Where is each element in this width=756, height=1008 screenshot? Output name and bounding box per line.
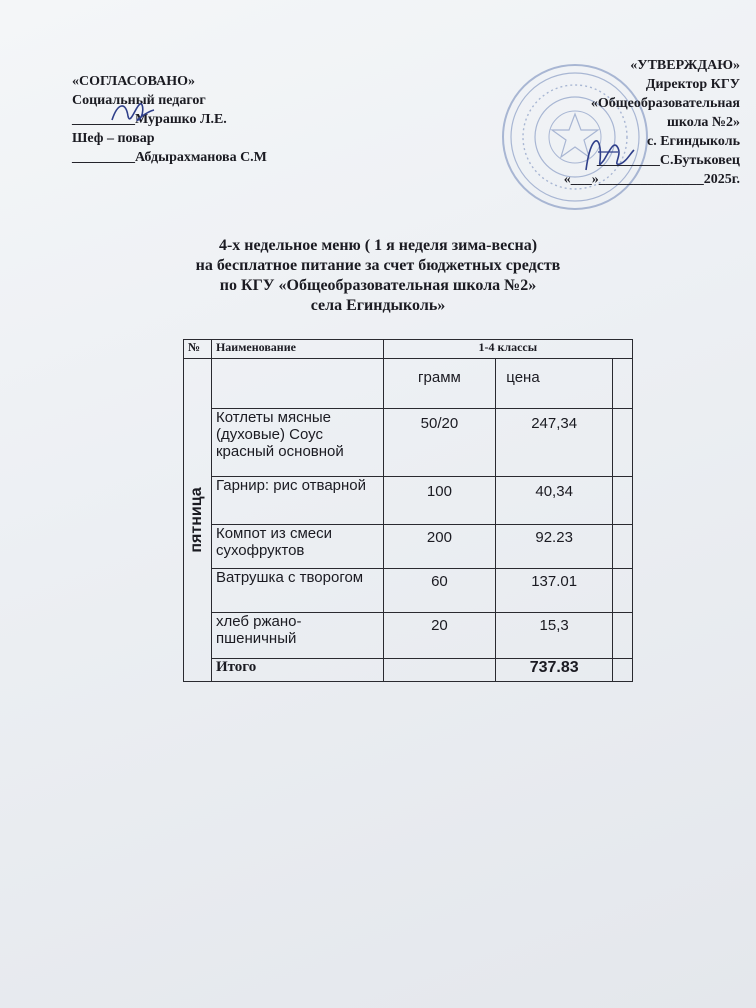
title-line1: 4-х недельное меню ( 1 я неделя зима-весна) (218, 237, 538, 254)
approval-left-line1: Социальный педагог (72, 93, 206, 108)
table-header-row (184, 340, 633, 359)
total-price: 737.83 (496, 659, 613, 682)
signature-social-pedagogue (108, 96, 158, 130)
dish-price: 92.23 (496, 525, 613, 569)
header-num: № (184, 340, 212, 359)
approval-right-line5: _________С.Бутьковец (596, 153, 740, 168)
dish-name: Котлеты мясные (духовые) Соус красный основной (211, 409, 383, 477)
approval-right-line4: с. Егиндыколь (646, 134, 740, 149)
approval-right-line2: «Общеобразовательная (590, 96, 740, 111)
table-row (184, 569, 633, 613)
day-label: пятница (188, 487, 206, 553)
dish-gram: 20 (383, 613, 496, 659)
total-label: Итого (211, 659, 383, 682)
approval-right-heading: «УТВЕРЖДАЮ» (630, 58, 740, 73)
title-line4: села Егиндыколь» (310, 297, 446, 314)
dish-price: 40,34 (496, 477, 613, 525)
approval-left-line4: _________Абдырахманова С.М (72, 150, 267, 165)
table-row (184, 477, 633, 525)
table-row (184, 409, 633, 477)
table-row (184, 613, 633, 659)
approval-left-block (72, 72, 267, 167)
subheader-gram: грамм (383, 359, 496, 409)
signature-director (578, 130, 638, 178)
dish-price: 137.01 (496, 569, 613, 613)
dish-name: Гарнир: рис отварной (211, 477, 383, 525)
dish-gram: 100 (383, 477, 496, 525)
table-total-row (184, 659, 633, 682)
approval-right-line6: «___»_______________2025г. (563, 172, 740, 187)
day-cell (184, 359, 212, 682)
title-line3: по КГУ «Общеобразовательная школа №2» (219, 277, 537, 294)
approval-left-line2: _________Мурашко Л.Е. (72, 112, 227, 127)
header-classes: 1-4 классы (383, 340, 632, 359)
dish-name: хлеб ржано-пшеничный (211, 613, 383, 659)
header-name: Наименование (211, 340, 383, 359)
dish-name: Ватрушка с творогом (211, 569, 383, 613)
approval-right-line1: Директор КГУ (645, 77, 740, 92)
document-title (0, 236, 756, 316)
table-subheader-row (184, 359, 633, 409)
dish-gram: 60 (383, 569, 496, 613)
approval-right-line3: школа №2» (667, 115, 740, 130)
table-row (184, 525, 633, 569)
subheader-price: цена (496, 359, 613, 409)
dish-price: 247,34 (496, 409, 613, 477)
dish-gram: 200 (383, 525, 496, 569)
approval-left-line3: Шеф – повар (72, 131, 155, 146)
menu-table (183, 339, 633, 682)
title-line2: на бесплатное питание за счет бюджетных средств (195, 257, 561, 274)
dish-name: Компот из смеси сухофруктов (211, 525, 383, 569)
dish-gram: 50/20 (383, 409, 496, 477)
dish-price: 15,3 (496, 613, 613, 659)
approval-left-heading: «СОГЛАСОВАНО» (72, 74, 195, 89)
